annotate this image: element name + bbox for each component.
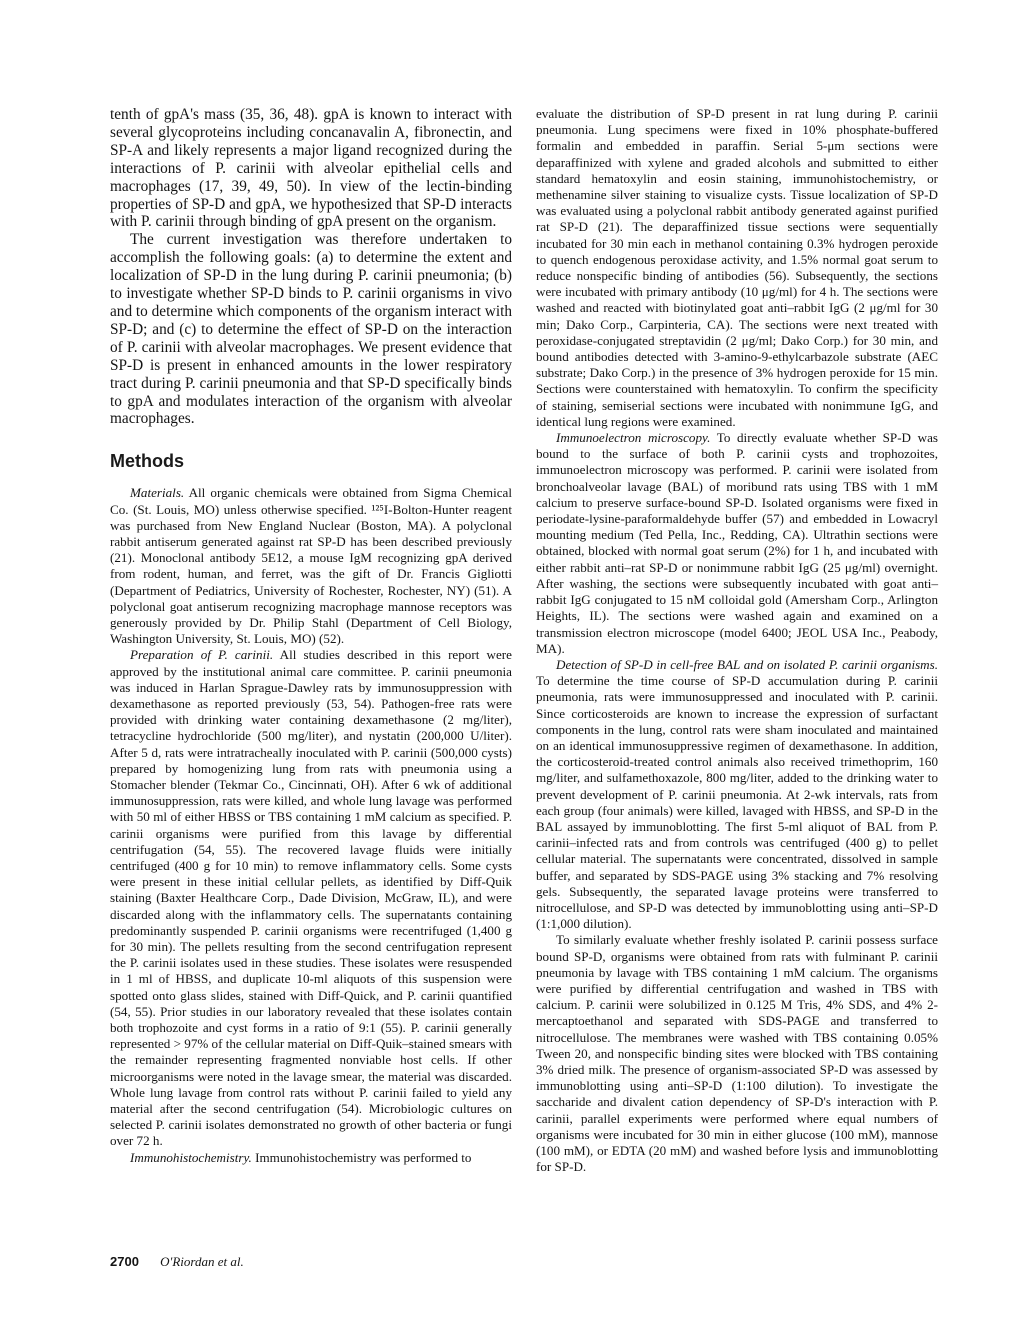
- final-paragraph: To similarly evaluate whether freshly isolated P. carinii possess surface bound SP-D, organisms were obtained from rats with fulminant P. carinii pneumonia by lavage with TBS containing 1 mM calcium. The organisms were purified by differential centrifugation and washed in TBS with calcium. P. carinii were solubilized in 0.125 M Tris, 4% SDS, and 4% 2-mercaptoethanol and separated with SDS-PAGE and transferred to nitrocellulose. The membranes were washed with TBS containing 0.05% Tween 20, and nonspecific binding sites were blocked with TBS containing 3% dried milk. The presence of organism-associated SP-D was assessed by immunoblotting using anti–SP-D (1:100 dilution). To investigate the saccharide and divalent cation dependency of SP-D's interaction with P. carinii, parallel experiments were performed where equal numbers of organisms were incubated for 30 min in either glucose (100 mM), mannose (100 mM), or EDTA (20 mM) and washed before lysis and immunoblotting for SP-D.: [536, 932, 938, 1175]
- immunoelectron-title: Immunoelectron microscopy.: [556, 430, 711, 446]
- page-footer: [110, 1254, 244, 1270]
- materials-paragraph: [110, 485, 512, 647]
- methods-heading: Methods: [110, 451, 184, 472]
- detection-title: Detection of SP-D in cell-free BAL and on isolated P. carinii organisms.: [556, 656, 938, 672]
- detection-paragraph: [536, 657, 938, 932]
- immunohistochemistry-title: Immunohistochemistry.: [130, 1149, 252, 1165]
- right-column: [536, 106, 938, 1175]
- ihc-continued-paragraph: evaluate the distribution of SP-D present in rat lung during P. carinii pneumonia. Lung specimens were fixed in 10% phosphate-buffered formalin and embedded in paraffin. Serial 5-μm sections were deparaffinized with xylene and graded alcohols and submitted to either standard hematoxylin and eosin staining, immunohistochemistry, or methenamine silver staining to visualize cysts. Tissue localization of SP-D was evaluated using a polyclonal rabbit antibody generated against purified rat SP-D (21). The deparaffinized tissue sections were sequentially incubated for 30 min each in methanol containing 0.3% hydrogen peroxide to quench endogenous peroxidase activity, and 1.5% normal goat serum to reduce nonspecific binding of antibodies (56). Subsequently, the sections were incubated with primary antibody (10 μg/ml) for 4 h. The sections were washed and reacted with biotinylated goat anti–rabbit IgG (2 μg/ml for 30 min; Dako Corp., Carpinteria, CA). The sections were next treated with peroxidase-conjugated streptavidin (2 μg/ml; Dako Corp.) for 30 min, and bound antibodies detected with 3-amino-9-ethylcarbazole substrate (AEC substrate; Dako Corp.) in the presence of 3% hydrogen peroxide for 15 min. Sections were counterstained with hematoxylin. To confirm the specificity of staining, semiserial sections were incubated with nonimmune IgG, and identical lung regions were examined.: [536, 106, 938, 429]
- detection-text: To determine the time course of SP-D accumulation during P. carinii pneumonia, rats were immunosuppressed and inoculated with P. carinii. Since corticosteroids are known to increase the expression of surfactant components in the lung, control rats were sham inoculated and maintained on an identical immunosuppressive regimen of dexamethasone. In addition, the corticosteroid-treated control animals also received trimethoprim, 160 mg/liter, and sulfamethoxazole, 800 mg/liter, added to the drinking water to prevent development of P. carinii pneumonia. At 2-wk intervals, rats from each group (four animals) were killed, lavaged with HBSS, and SP-D in the BAL assayed by immunoblotting. The first 5-ml aliquot of BAL from P. carinii–infected rats and from controls was centrifuged (400 g) to pellet cellular material. The supernatants were concentrated, dissolved in sample buffer, and separated by SDS-PAGE using 3% stacking and 7% resolving gels. Subsequently, the separated lavage proteins were transferred to nitrocellulose, and SP-D was detected by immunoblotting using anti–SP-D (1:1,000 dilution).: [536, 673, 938, 932]
- immunohistochemistry-paragraph: [110, 1150, 512, 1166]
- immunoelectron-paragraph: [536, 430, 938, 657]
- preparation-text: All studies described in this report were approved by the institutional animal care committee. P. carinii pneumonia was induced in Harlan Sprague-Dawley rats by immunosuppression with dexamethasone as reported previously (53, 54). Pathogen-free rats were provided with drinking water containing dexamethasone (2 mg/liter), tetracycline hydrochloride (500 mg/liter), and nystatin (200,000 U/liter). After 5 d, rats were intratracheally inoculated with P. carinii (500,000 cysts) prepared by homogenizing lung from rats with pneumonia using a Stomacher blender (Tekmar Co., Cincinnati, OH). After 6 wk of additional immunosuppression, rats were killed, and whole lung lavage was performed with 50 ml of either HBSS or TBS containing 1 mM calcium as specified. P. carinii organisms were purified from this lavage by differential centrifugation (54, 55). The recovered lavage fluids were initially centrifuged (400 g for 10 min) to remove inflammatory cells. Some cysts were present in these initial cellular pellets, as identified by Diff-Quik staining (Baxter Healthcare Corp., Dade Division, McGraw, IL), and were discarded along with the inflammatory cells. The supernatants containing predominantly suspended P. carinii organisms were recentrifuged (1,400 g for 30 min). The pellets resulting from the second centrifugation represent the P. carinii isolates used in these studies. These isolates were resuspended in 1 ml of HBSS, and duplicate 10-ml aliquots of this suspension were spotted onto glass slides, stained with Diff-Quick, and P. carinii quantified (54, 55). Prior studies in our laboratory revealed that these isolates contain both trophozoite and cyst forms in a ratio of 9:1 (55). P. carinii generally represented > 97% of the cellular material on Diff-Quik–stained smears with the remainder representing fragmented nonviable host cells. If other microorganisms were noted in the lavage smear, the material was discarded. Whole lung lavage from control rats without P. carinii failed to yield any material after the second centrifugation (54). Microbiologic cultures on selected P. carinii isolates demonstrated no growth of other bacteria or fungi over 72 h.: [110, 647, 513, 1149]
- preparation-title: Preparation of P. carinii.: [130, 647, 274, 663]
- materials-text: All organic chemicals were obtained from Sigma Chemical Co. (St. Louis, MO) unless otherwise specified. ¹²⁵I-Bolton-Hunter reagent was purchased from New England Nuclear (Boston, MA). A polyclonal rabbit antiserum generated against rat SP-D has been described previously (21). Monoclonal antibody 5E12, a mouse IgM recognizing gpA derived from rodent, human, and ferret, was the gift of Dr. Francis Gigliotti (Department of Pediatrics, University of Rochester, Rochester, NY) (51). A polyclonal goat antiserum recognizing macrophage mannose receptors was generously provided by Dr. Philip Stahl (Department of Cell Biology, Washington University, St. Louis, MO) (52).: [110, 485, 512, 647]
- page-number: 2700: [110, 1254, 139, 1269]
- preparation-paragraph: [110, 647, 512, 1149]
- intro-paragraph-2: The current investigation was therefore undertaken to accomplish the following goals: (a) to determine the extent and localization of SP-D in the lung during P. carinii pneumonia; (b) to investigate whether SP-D binds to P. carinii organisms in vivo and to determine which components of the organism interact with SP-D; and (c) to determine the effect of SP-D on the interaction of P. carinii with alveolar macrophages. We present evidence that SP-D is present in enhanced amounts in the lower respiratory tract during P. carinii pneumonia and that SP-D specifically binds to gpA and modulates interaction of the organism with alveolar macrophages.: [110, 231, 513, 428]
- materials-title: Materials.: [130, 485, 185, 501]
- intro-paragraph-1: tenth of gpA's mass (35, 36, 48). gpA is known to interact with several glycoproteins including concanavalin A, fibronectin, and SP-A and likely represents a major ligand recognized during the interactions of P. carinii with alveolar epithelial cells and macrophages (17, 39, 49, 50). In view of the lectin-binding properties of SP-D and gpA, we hypothesized that SP-D interacts with P. carinii through binding of gpA present on the organism.: [110, 106, 512, 231]
- running-authors: O'Riordan et al.: [160, 1254, 244, 1269]
- immunoelectron-text: To directly evaluate whether SP-D was bound to the surface of both P. carinii cysts and trophozoites, immunoelectron microscopy was performed. P. carinii were isolated from bronchoalveolar lavage (BAL) of moribund rats using TBS with 1 mM calcium to preserve surface-bound SP-D. Isolated organisms were fixed in periodate-lysine-paraformaldehyde buffer (57) and embedded in Lowacryl mounting medium (Ted Pella, Inc., Redding, CA). Ultrathin sections were obtained, blocked with normal goat serum (2%) for 1 h, and incubated with either rabbit anti–rat SP-D or nonimmune rabbit IgG (25 μg/ml) overnight. After washing, the sections were subsequently incubated with goat anti–rabbit IgG conjugated to 15 nM colloidal gold (Amersham Corp., Arlington Heights, IL). The sections were washed again and examined on a transmission electron microscope (model 6400; JEOL USA Inc., Peabody, MA).: [536, 430, 938, 656]
- left-column: [110, 106, 512, 1166]
- immunohistochemistry-text: Immunohistochemistry was performed to: [251, 1149, 472, 1165]
